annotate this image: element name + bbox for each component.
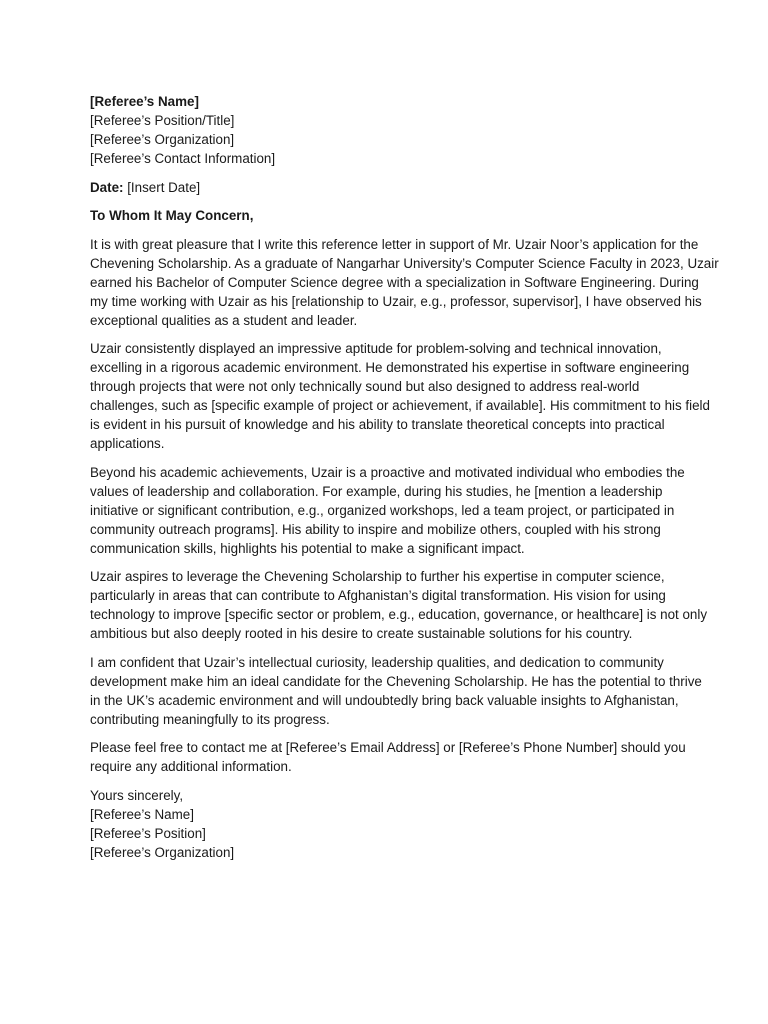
valediction: Yours sincerely, <box>90 787 184 803</box>
paragraph-line: It is with great pleasure that I write this reference letter in support of Mr. Uzair Noor’s application for the <box>90 236 699 252</box>
paragraph-line: communication skills, highlights his potential to make a significant impact. <box>90 540 525 556</box>
date-value: [Insert Date] <box>123 179 201 195</box>
paragraph-line: Uzair consistently displayed an impressive aptitude for problem-solving and technical innovation, <box>90 341 662 356</box>
paragraph-line: applications. <box>90 436 165 451</box>
referee-organization-line: [Referee’s Organization] <box>90 132 235 147</box>
referee-position-line: [Referee’s Position/Title] <box>90 113 235 128</box>
body-paragraph-3 <box>90 463 690 558</box>
paragraph-line: values of leadership and collaboration. For example, during his studies, he [mention a leadership <box>90 483 663 499</box>
paragraph-line: earned his Bachelor of Computer Science degree with a specialization in Software Engineering. During <box>90 274 699 290</box>
paragraph-line: excelling in a rigorous academic environment. He demonstrated his expertise in software engineering <box>90 360 690 375</box>
paragraph-line: particularly in areas that can contribute to Afghanistan’s digital transformation. His vision for using <box>90 588 666 603</box>
paragraph-line: ambitious but also deeply rooted in his desire to create sustainable solutions for his country. <box>90 626 633 641</box>
paragraph-line: community outreach programs]. His ability to inspire and mobilize others, coupled with his strong <box>90 521 661 537</box>
paragraph-line: require any additional information. <box>90 759 292 774</box>
paragraph-line: development make him an ideal candidate for the Chevening Scholarship. He has the potential to thrive <box>90 673 702 689</box>
paragraph-line: I am confident that Uzair’s intellectual curiosity, leadership qualities, and dedication to community <box>90 654 664 670</box>
paragraph-line: Uzair aspires to leverage the Chevening Scholarship to further his expertise in computer science, <box>90 569 665 584</box>
referee-header-block <box>90 92 690 168</box>
closing-block <box>90 786 690 862</box>
paragraph-line: contributing meaningfully to its progress. <box>90 711 330 727</box>
signature-name: [Referee’s Name] <box>90 806 194 822</box>
paragraph-line: initiative or significant contribution, e.g., organized workshops, led a team project, or participated in <box>90 502 675 518</box>
paragraph-line: Please feel free to contact me at [Referee’s Email Address] or [Referee’s Phone Number] should you <box>90 740 686 755</box>
paragraph-line: challenges, such as [specific example of project or achievement, if available]. His commitment to his field <box>90 398 710 413</box>
date-line <box>90 178 690 197</box>
salutation <box>90 206 690 225</box>
letter-page <box>90 92 719 871</box>
body-paragraph-6 <box>90 738 690 776</box>
body-paragraph-2 <box>90 339 710 453</box>
date-label: Date: <box>90 179 124 195</box>
paragraph-line: is evident in his pursuit of knowledge and his ability to translate theoretical concepts into practical <box>90 417 665 432</box>
paragraph-line: Beyond his academic achievements, Uzair is a proactive and motivated individual who embodies the <box>90 464 685 480</box>
body-paragraph-1 <box>90 235 719 330</box>
salutation-text: To Whom It May Concern, <box>90 208 254 223</box>
paragraph-line: Chevening Scholarship. As a graduate of Nangarhar University’s Computer Science Faculty in 2023, Uzair <box>90 255 719 271</box>
signature-organization: [Referee’s Organization] <box>90 844 235 860</box>
referee-name-heading: [Referee’s Name] <box>90 94 199 109</box>
body-paragraph-5 <box>90 653 702 729</box>
paragraph-line: in the UK’s academic environment and will undoubtedly bring back valuable insights to Afghanistan, <box>90 692 679 708</box>
paragraph-line: my time working with Uzair as his [relationship to Uzair, e.g., professor, supervisor], I have observed his <box>90 293 702 309</box>
body-paragraph-4 <box>90 567 708 643</box>
paragraph-line: exceptional qualities as a student and leader. <box>90 312 358 328</box>
referee-contact-line: [Referee’s Contact Information] <box>90 151 276 166</box>
signature-position: [Referee’s Position] <box>90 825 206 841</box>
paragraph-line: through projects that were not only technically sound but also designed to address real-world <box>90 379 640 394</box>
paragraph-line: technology to improve [specific sector or problem, e.g., education, governance, or healthcare] is not only <box>90 607 708 622</box>
